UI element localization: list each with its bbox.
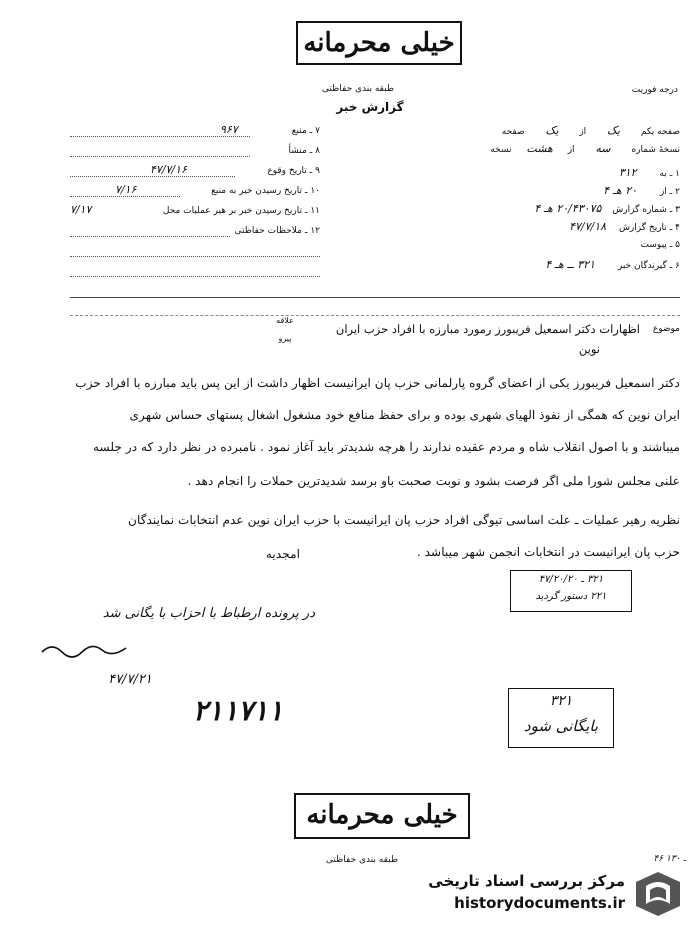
field-12: ۱۲ ـ ملاحظات حفاظتی xyxy=(234,226,320,236)
field-label: تاریخ رسیدن خبر به منبع xyxy=(211,186,302,196)
field-label: ملاحظات حفاظتی xyxy=(234,226,302,236)
handwritten-note-line1: در پرونده ارطباط با احزاب با یگانی شد xyxy=(102,606,315,621)
archive-box-line2: بایگانی شود xyxy=(523,717,599,735)
classification-stamp-bottom: خیلی محرمانه xyxy=(294,793,470,839)
routing-stamp-line2: ۲۲۱ دستور گردید xyxy=(535,591,607,602)
page-row-prefix: صفحه یکم xyxy=(640,127,680,137)
field-label: منبع xyxy=(291,126,307,136)
body-line-4: علنی مجلس شورا ملی اگر فرصت بشود و نوبت صحبت باو برسد شدیدترین حملات را انجام دهد . xyxy=(187,474,680,488)
copy-of-value: هشت xyxy=(526,142,553,155)
field-label: به xyxy=(659,169,667,179)
field-12-dots xyxy=(70,236,230,237)
field-2: ۲ ـ از ۲۰ هـ ۴ xyxy=(603,184,680,197)
separator-line-top xyxy=(70,297,680,298)
field-num: ۱۱ xyxy=(310,206,320,216)
page-value: یک xyxy=(607,124,620,137)
review-line-2: حزب پان ایرانیست در انتخابات انجمن شهر میباشد . xyxy=(416,545,680,559)
field-value: ۲۰/۴۳۰۷۵ هـ ۴ xyxy=(534,202,602,215)
field-9-value: ۴۷/۷/۱۶ xyxy=(150,163,187,176)
right-fields xyxy=(470,166,680,276)
routing-stamp-line1: ۳۲۱ ـ ۴۷/۲۰/۲۰ xyxy=(538,574,604,585)
copy-value: سه xyxy=(595,142,611,155)
field-10: ۱۰ ـ تاریخ رسیدن خبر به منبع xyxy=(211,186,320,196)
classification-stamp-top: خیلی محرمانه xyxy=(296,21,462,65)
separator-line-mid xyxy=(70,315,680,316)
copy-row xyxy=(390,142,680,155)
field-11: ۱۱ ـ تاریخ رسیدن خبر بر هیر عملیات محل xyxy=(162,206,320,216)
subject-note-bottom: پیرو xyxy=(278,334,292,343)
routing-stamp-box xyxy=(510,570,632,612)
field-9: ۹ ـ تاریخ وقوع xyxy=(267,166,320,176)
field-label: تاریخ وقوع xyxy=(267,166,307,176)
field-5: ۵ ـ پیوست xyxy=(640,240,680,250)
field-num: ۲ xyxy=(675,187,680,197)
field-num: ۱۲ xyxy=(310,226,320,236)
subject-label: موضوع xyxy=(652,324,680,334)
field-num: ۹ xyxy=(315,166,320,176)
review-sign: امجدیه xyxy=(265,547,300,561)
page-label: صفحه xyxy=(501,127,525,137)
field-label: تاریخ گزارش xyxy=(618,223,667,233)
field-8: ۸ ـ منشأ xyxy=(288,146,320,156)
field-label: منشأ xyxy=(288,146,307,156)
field-value: ۳۲۱ ــ هـ ۴ xyxy=(545,258,595,271)
field-4: ۴ ـ تاریخ گزارش ۴۷/۷/۱۸ xyxy=(569,220,680,233)
field-num: ۱ xyxy=(675,169,680,179)
subject-line2: نوین xyxy=(578,342,600,356)
field-num: ۶ xyxy=(675,261,680,271)
archive-box-line1: ۳۲۱ xyxy=(549,693,573,709)
field-6: ۶ ـ گیرندگان خبر ۳۲۱ ــ هـ ۴ xyxy=(545,258,680,271)
field-label: تاریخ رسیدن خبر بر هیر عملیات محل xyxy=(162,206,302,216)
field-value: ۲۰ هـ ۴ xyxy=(603,184,638,197)
copy-label: نسخه xyxy=(490,145,512,155)
field-7-dots xyxy=(70,136,250,137)
field-num: ۵ xyxy=(675,240,680,250)
archive-number: ۲۱۱۷۱۱ xyxy=(192,694,284,727)
field-7: ۷ ـ منبع xyxy=(291,126,320,136)
field-value: ۳۱۲ xyxy=(618,166,637,179)
field-10-dots xyxy=(70,196,180,197)
field-num: ۱۰ xyxy=(310,186,320,196)
of-value: یک xyxy=(545,124,559,137)
field-value: ۴۷/۷/۱۸ xyxy=(569,220,607,233)
field-num: ۷ xyxy=(315,126,320,136)
field-num: ۸ xyxy=(315,146,320,156)
handwritten-squiggle xyxy=(40,640,130,660)
notes-dots-2 xyxy=(70,276,320,277)
field-label: شماره گزارش xyxy=(612,205,667,215)
left-fields xyxy=(70,123,320,276)
field-9-dots xyxy=(70,176,235,177)
of-label: از xyxy=(579,127,587,137)
form-code: ۴۶ ـ ۱۳۰ xyxy=(653,854,686,864)
classification-level-label-top: طبقه بندی حفاظتی xyxy=(321,84,395,94)
notes-dots-1 xyxy=(70,256,320,257)
body-line-3: میباشند و با اصول انقلاب شاه و مردم عقیده ندارند را هرچه شدیدتر باید آغاز نمود . نامبرده در نظر دارد که در جلسه xyxy=(92,440,680,454)
watermark-url: historydocuments.ir xyxy=(454,894,625,912)
form-title: گزارش خبر xyxy=(336,100,404,114)
field-1: ۱ ـ به ۳۱۲ xyxy=(618,166,680,179)
field-7-value: ۹۶۷ xyxy=(220,123,238,136)
field-10-value: ۷/۱۶ xyxy=(115,183,137,196)
page-row xyxy=(390,124,680,137)
body-line-2: ایران نوین که همگی از نفوذ الهیای شهری بوده و برای حفظ منافع خود مشغول اشغال پستهای حساس شهری xyxy=(129,408,680,422)
archive-box xyxy=(508,688,614,748)
field-11-value: ۷/۱۷ xyxy=(70,203,92,216)
field-label: از xyxy=(659,187,667,197)
review-line-1: نظریه رهیر عملیات ـ علت اساسی تیوگی افراد حزب پان ایرانیست با حزب ایران نوین عدم انتخابات نمایندگان xyxy=(128,513,680,527)
watermark-title: مرکز بررسی اسناد تاریخی xyxy=(428,872,625,890)
copy-row-prefix: نسخهٔ شماره xyxy=(631,145,680,155)
field-3: ۳ ـ شماره گزارش ۲۰/۴۳۰۷۵ هـ ۴ xyxy=(534,202,680,215)
field-num: ۴ xyxy=(675,223,680,233)
page-info xyxy=(390,124,680,154)
subject-text: اظهارات دکتر اسمعیل فریبورز رمورد مبارزه با افراد حزب ایران xyxy=(335,322,640,336)
of-label: از xyxy=(567,145,575,155)
field-8-dots xyxy=(70,156,250,157)
field-label: گیرندگان خبر xyxy=(617,261,667,271)
urgency-label: درجه فوریت xyxy=(631,85,678,95)
body-line-1: دکتر اسمعیل فریبورز یکی از اعضای گروه پارلمانی حزب پان ایرانیست اظهار داشت از این پس باید مبارزه با افراد حزب xyxy=(75,376,680,390)
watermark-logo-icon xyxy=(632,870,684,918)
subject-note-top: علاقه xyxy=(276,316,294,325)
handwritten-note-line2: ۴۷/۷/۲۱ xyxy=(108,672,152,687)
field-label: پیوست xyxy=(640,240,667,250)
classification-level-label-bottom: طبقه بندی حفاظتی xyxy=(325,855,399,865)
field-num: ۳ xyxy=(675,205,680,215)
